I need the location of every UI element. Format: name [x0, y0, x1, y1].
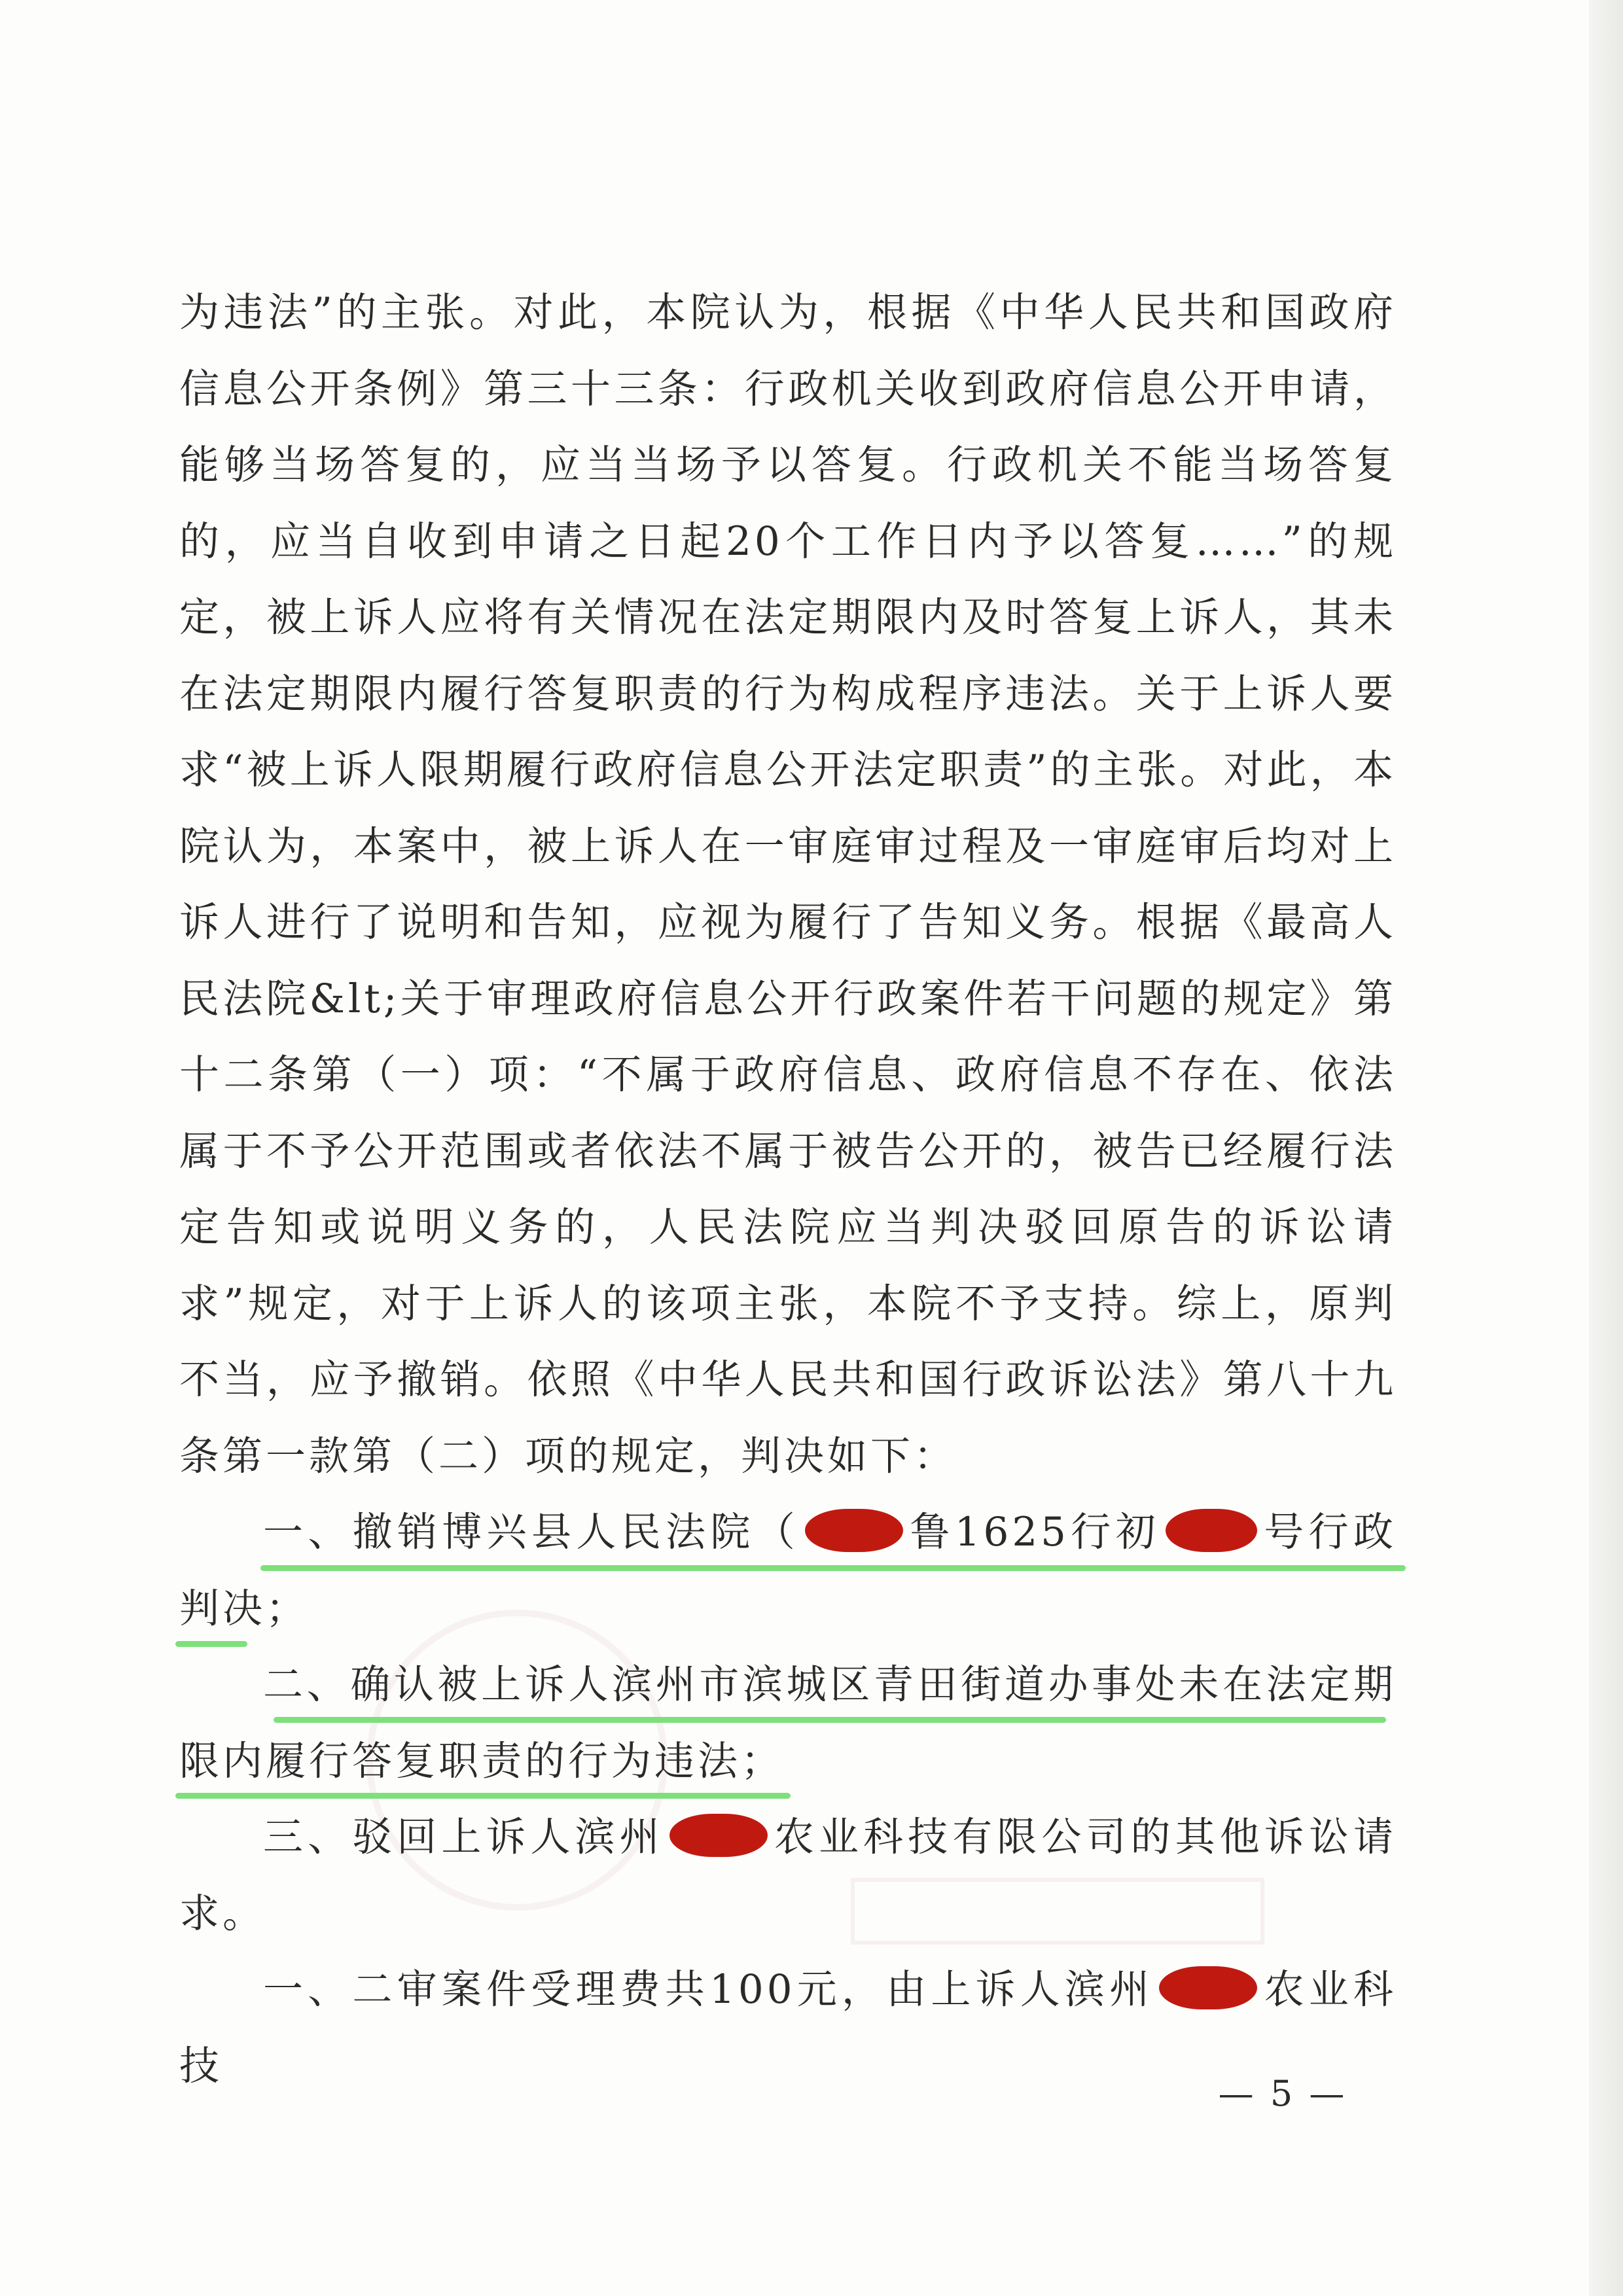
- highlight-underline: [260, 1565, 1406, 1571]
- reasoning-paragraph: 为违法”的主张。对此，本院认为，根据《中华人民共和国政府信息公开条例》第三十三条：行政机关收到政府信息公开申请，能够当场答复的，应当当场予以答复。行政机关不能当场答复的，应当自收到申请之日起20个工作日内予以答复……”的规定，被上诉人应将有关情况在法定期限内及时答复上诉人，其未在法定期限内履行答复职责的行为构成程序违法。关于上诉人要求“被上诉人限期履行政府信息公开法定职责”的主张。对此，本院认为，本案中，被上诉人在一审庭审过程及一审庭审后均对上诉人进行了说明和告知，应视为履行了告知义务。根据《最高人民法院&lt;关于审理政府信息公开行政案件若干问题的规定》第十二条第（一）项：“不属于政府信息、政府信息不存在、依法属于不予公开范围或者依法不属于被告公开的，被告已经履行法定告知或说明义务的，人民法院应当判决驳回原告的诉讼请求”规定，对于上诉人的该项主张，本院不予支持。综上，原判不当，应予撤销。依照《中华人民共和国行政诉讼法》第八十九条第一款第（二）项的规定，判决如下：: [179, 289, 1397, 1479]
- redaction-mark: [669, 1814, 768, 1857]
- ruling-item-2: 二、确认被上诉人滨州市滨城区青田街道办事处未在法定期限内履行答复职责的行为违法；: [179, 1661, 1397, 1784]
- highlight-underline: [175, 1793, 791, 1799]
- judgment-text: [179, 275, 1397, 2104]
- redaction-mark: [1159, 1966, 1257, 2009]
- highlight-underline: [175, 1641, 247, 1647]
- page-edge: [1589, 0, 1623, 2296]
- ruling-item-3: 三、驳回上诉人滨州 农业科技有限公司的其他诉讼请求。: [179, 1814, 1397, 1937]
- highlight-underline: [274, 1717, 1386, 1723]
- cost-paragraph: 一、二审案件受理费共100元，由上诉人滨州 农业科技: [179, 1966, 1397, 2089]
- redaction-mark: [805, 1509, 903, 1552]
- redaction-mark: [1166, 1509, 1257, 1552]
- page-number: — 5 —: [1218, 2073, 1347, 2114]
- ruling-item-1: 一、撤销博兴县人民法院（ 鲁1625行初 号行政判决；: [179, 1509, 1397, 1632]
